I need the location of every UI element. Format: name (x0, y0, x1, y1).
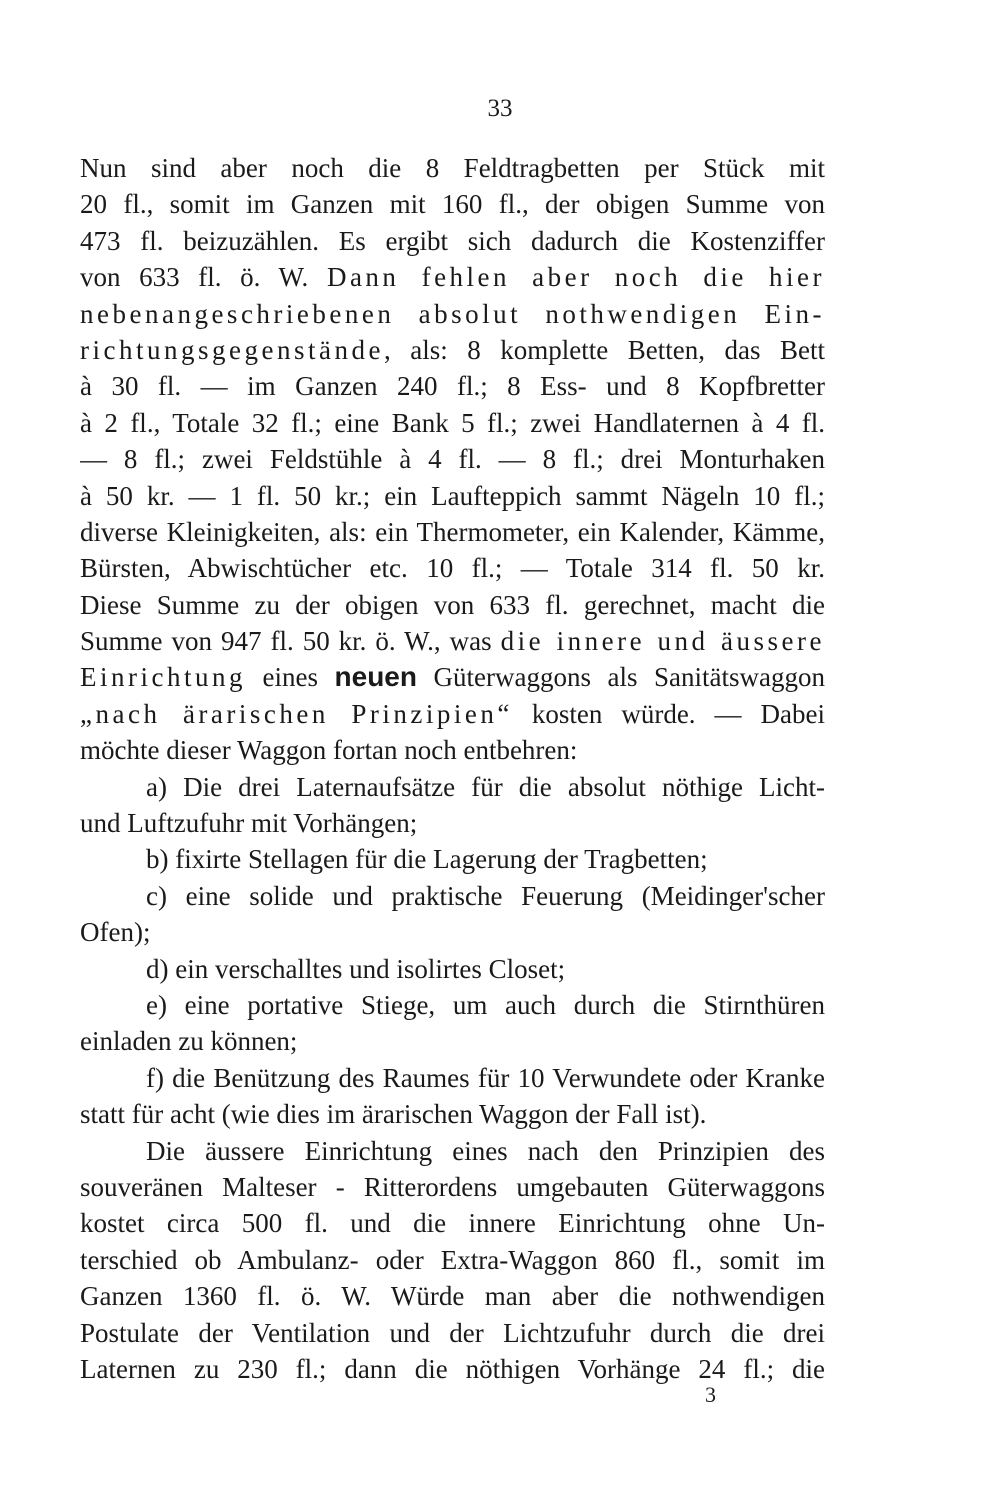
list-item-a: a) Die drei Laternaufsätze für die absolut nöthige Licht- (146, 771, 825, 802)
signature-mark: 3 (705, 1382, 716, 1407)
text-line: statt für acht (wie dies im ärarischen Waggon der Fall ist). (80, 1099, 707, 1130)
text-line: Diese Summe zu der obigen von 633 fl. gerechnet, macht die (80, 589, 825, 620)
spaced-emphasis: Dann fehlen aber noch die hier (326, 262, 825, 293)
text-line: „nach ärarischen Prinzipien“ kosten würde. — Dabei (80, 698, 825, 729)
text-line: à 50 kr. — 1 fl. 50 kr.; ein Laufteppich sammt Nägeln 10 fl.; (80, 480, 825, 511)
text-line: Ofen); (80, 917, 151, 948)
text-line: à 30 fl. — im Ganzen 240 fl.; 8 Ess- und 8 Kopfbretter (80, 371, 825, 402)
spaced-emphasis: die innere und äussere (500, 626, 825, 657)
text-line: Bürsten, Abwischtücher etc. 10 fl.; — Totale 314 fl. 50 kr. (80, 553, 825, 584)
text-line: von 633 fl. ö. W. Dann fehlen aber noch die hier (80, 262, 825, 293)
text-line (80, 296, 825, 332)
body-text (80, 150, 825, 1387)
text-line: möchte dieser Waggon fortan noch entbehren: (80, 735, 578, 766)
spaced-emphasis: richtungsgegenstände (80, 334, 384, 365)
text-line: souveränen Malteser - Ritterordens umgebauten Güterwaggons (80, 1171, 825, 1202)
text-line: — 8 fl.; zwei Feldstühle à 4 fl. — 8 fl.; drei Monturhaken (80, 444, 825, 475)
text-line: 20 fl., somit im Ganzen mit 160 fl., der obigen Summe von (80, 189, 825, 220)
text-line: Postulate der Ventilation und der Lichtzufuhr durch die drei (80, 1317, 825, 1348)
text-line: Nun sind aber noch die 8 Feldtragbetten per Stück mit (80, 153, 825, 183)
text-line: diverse Kleinigkeiten, als: ein Thermometer, ein Kalender, Kämme, (80, 516, 825, 547)
text-line: Laternen zu 230 fl.; dann die nöthigen Vorhänge 24 fl.; die (80, 1353, 825, 1384)
list-item-e: e) eine portative Stiege, um auch durch die Stirnthüren (146, 989, 825, 1020)
list-item-c: c) eine solide und praktische Feuerung (Meidinger'scher (146, 880, 825, 911)
text-line: terschied ob Ambulanz- oder Extra-Waggon 860 fl., somit im (80, 1244, 825, 1275)
text-line: einladen zu können; (80, 1026, 298, 1057)
text-line: richtungsgegenstände, als: 8 komplette Betten, das Bett (80, 334, 825, 365)
text-line: à 2 fl., Totale 32 fl.; eine Bank 5 fl.; zwei Handlaternen à 4 fl. (80, 407, 825, 438)
spaced-emphasis: Einrichtung (80, 662, 246, 693)
bold-emphasis: neuen (334, 661, 417, 693)
text-line: kostet circa 500 fl. und die innere Einrichtung ohne Un- (80, 1208, 825, 1239)
spaced-emphasis: nebenangeschriebenen absolut nothwendigen Ein- (80, 298, 825, 329)
text-line: 473 fl. beizuzählen. Es ergibt sich dadurch die Kostenziffer (80, 225, 825, 256)
spaced-emphasis: „nach ärarischen Prinzipien“ (80, 698, 513, 729)
list-item-f: f) die Benützung des Raumes für 10 Verwundete oder Kranke (146, 1062, 825, 1093)
list-item-b: b) fixirte Stellagen für die Lagerung der Tragbetten; (146, 844, 708, 875)
text-line: Summe von 947 fl. 50 kr. ö. W., was die innere und äussere (80, 626, 825, 657)
text-line: und Luftzufuhr mit Vorhängen; (80, 808, 418, 839)
page-number: 33 (487, 95, 513, 122)
paragraph-start: Die äussere Einrichtung eines nach den Prinzipien des (146, 1135, 825, 1166)
list-item-d: d) ein verschalltes und isolirtes Closet; (146, 953, 566, 984)
text-line: Ganzen 1360 fl. ö. W. Würde man aber die nothwendigen (80, 1281, 825, 1312)
text-line: Einrichtung eines neuen Güterwaggons als Sanitätswaggon (80, 661, 825, 693)
